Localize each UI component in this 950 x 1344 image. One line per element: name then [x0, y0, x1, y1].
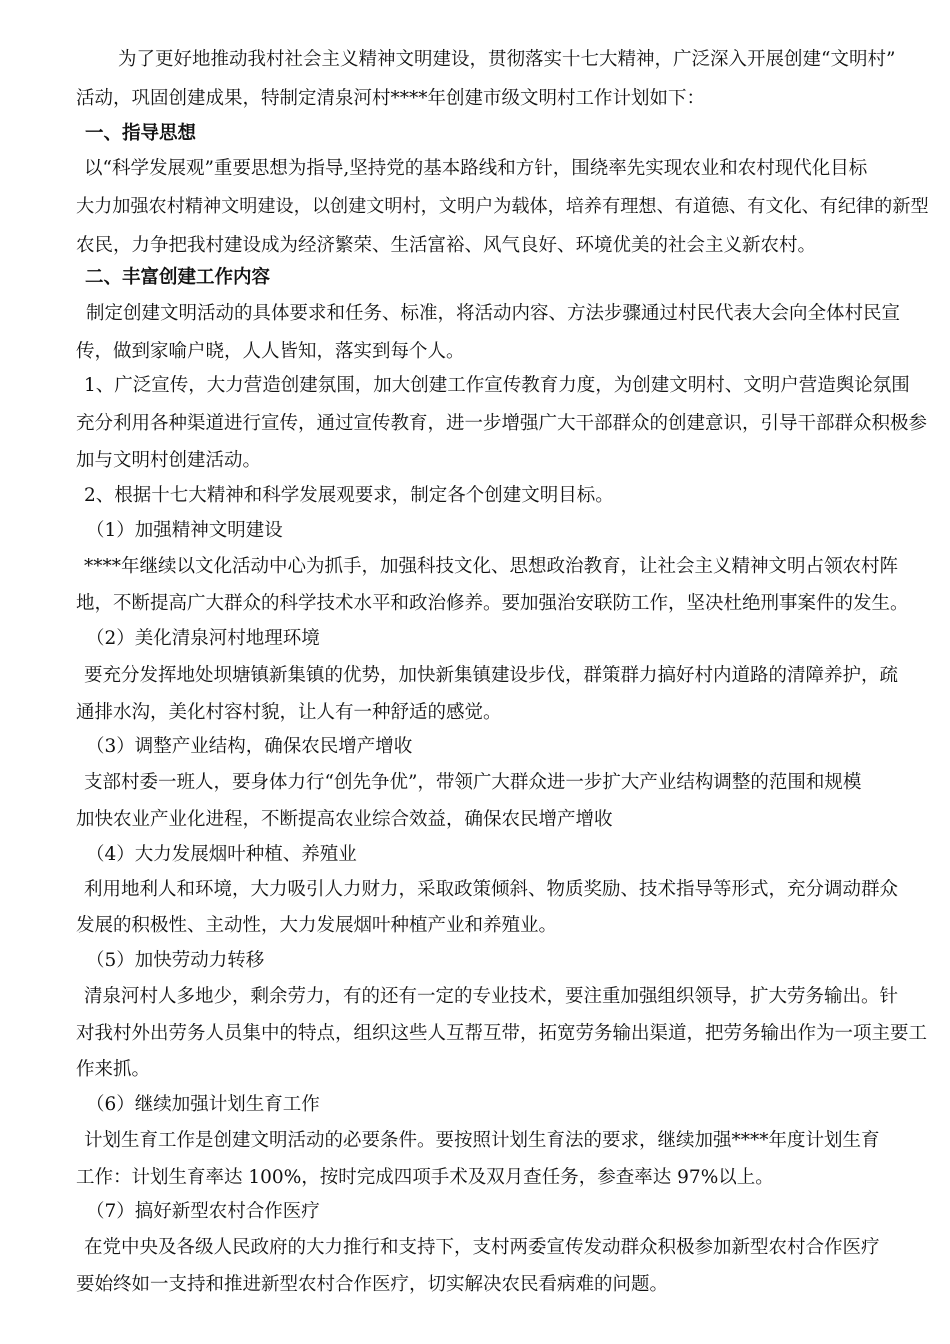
paragraph-line: 加与文明村创建活动。 [76, 450, 262, 471]
paragraph-line: 发展的积极性、主动性，大力发展烟叶种植产业和养殖业。 [76, 915, 558, 936]
paragraph-line: 制定创建文明活动的具体要求和任务、标准，将活动内容、方法步骤通过村民代表大会向全体村民宣 [86, 303, 901, 324]
paragraph-line: 1、广泛宣传，大力营造创建氛围，加大创建工作宣传教育力度，为创建文明村、文明户营造舆论氛围 [84, 375, 910, 396]
paragraph-line: 要始终如一支持和推进新型农村合作医疗，切实解决农民看病难的问题。 [76, 1274, 669, 1295]
subsection-title: （7）搞好新型农村合作医疗 [86, 1201, 320, 1222]
paragraph-line: 利用地利人和环境，大力吸引人力财力，采取政策倾斜、物质奖励、技术指导等形式，充分调动群众 [84, 879, 899, 900]
paragraph-line: 加快农业产业化进程，不断提高农业综合效益，确保农民增产增收 [76, 809, 613, 830]
paragraph-line: ****年继续以文化活动中心为抓手，加强科技文化、思想政治教育，让社会主义精神文明占领农村阵 [84, 556, 899, 577]
intro-line-1: 为了更好地推动我村社会主义精神文明建设，贯彻落实十七大精神，广泛深入开展创建“文明村” [118, 49, 896, 70]
paragraph-line: 地，不断提高广大群众的科学技术水平和政治修养。要加强治安联防工作，坚决杜绝刑事案件的发生。 [76, 593, 909, 614]
paragraph-line: 对我村外出劳务人员集中的特点，组织这些人互帮互带，拓宽劳务输出渠道，把劳务输出作为一项主要工 [76, 1023, 928, 1044]
paragraph-line: 传，做到家喻户晓，人人皆知，落实到每个人。 [76, 341, 465, 362]
paragraph-line: 农民，力争把我村建设成为经济繁荣、生活富裕、风气良好、环境优美的社会主义新农村。 [76, 235, 817, 256]
subsection-title: （4）大力发展烟叶种植、养殖业 [86, 844, 357, 865]
section-heading-content: 二、丰富创建工作内容 [85, 267, 271, 288]
paragraph-line: 大力加强农村精神文明建设，以创建文明村，文明户为载体，培养有理想、有道德、有文化、有纪律的新型 [76, 196, 929, 217]
subsection-title: （1）加强精神文明建设 [86, 520, 283, 541]
subsection-title: （3）调整产业结构，确保农民增产增收 [86, 736, 413, 757]
paragraph-line: 要充分发挥地处坝塘镇新集镇的优势，加快新集镇建设步伐，群策群力搞好村内道路的清障养护，疏 [84, 665, 899, 686]
subsection-title: （5）加快劳动力转移 [86, 950, 265, 971]
paragraph-line: 计划生育工作是创建文明活动的必要条件。要按照计划生育法的要求，继续加强****年度计划生育 [84, 1130, 880, 1151]
paragraph-line: 充分利用各种渠道进行宣传，通过宣传教育，进一步增强广大干部群众的创建意识，引导干部群众积极参 [76, 413, 928, 434]
paragraph-line: 2、根据十七大精神和科学发展观要求，制定各个创建文明目标。 [84, 485, 614, 506]
paragraph-line: 工作：计划生育率达 100%，按时完成四项手术及双月查任务，参查率达 97%以上。 [76, 1167, 774, 1188]
paragraph-line: 通排水沟，美化村容村貌，让人有一种舒适的感觉。 [76, 702, 502, 723]
section-heading-guiding-ideology: 一、指导思想 [85, 123, 197, 144]
paragraph-line: 在党中央及各级人民政府的大力推行和支持下，支村两委宣传发动群众积极参加新型农村合作医疗 [84, 1237, 880, 1258]
paragraph-line: 清泉河村人多地少，剩余劳力，有的还有一定的专业技术，要注重加强组织领导，扩大劳务输出。针 [84, 986, 899, 1007]
intro-line-2: 活动，巩固创建成果，特制定清泉河村****年创建市级文明村工作计划如下： [76, 88, 706, 109]
paragraph-line: 作来抓。 [76, 1059, 151, 1080]
subsection-title: （6）继续加强计划生育工作 [86, 1094, 320, 1115]
paragraph-line: 以“科学发展观”重要思想为指导,坚持党的基本路线和方针，围绕率先实现农业和农村现代化目标 [84, 158, 868, 179]
paragraph-line: 支部村委一班人，要身体力行“创先争优”，带领广大群众进一步扩大产业结构调整的范围和规模 [84, 772, 862, 793]
subsection-title: （2）美化清泉河村地理环境 [86, 628, 320, 649]
